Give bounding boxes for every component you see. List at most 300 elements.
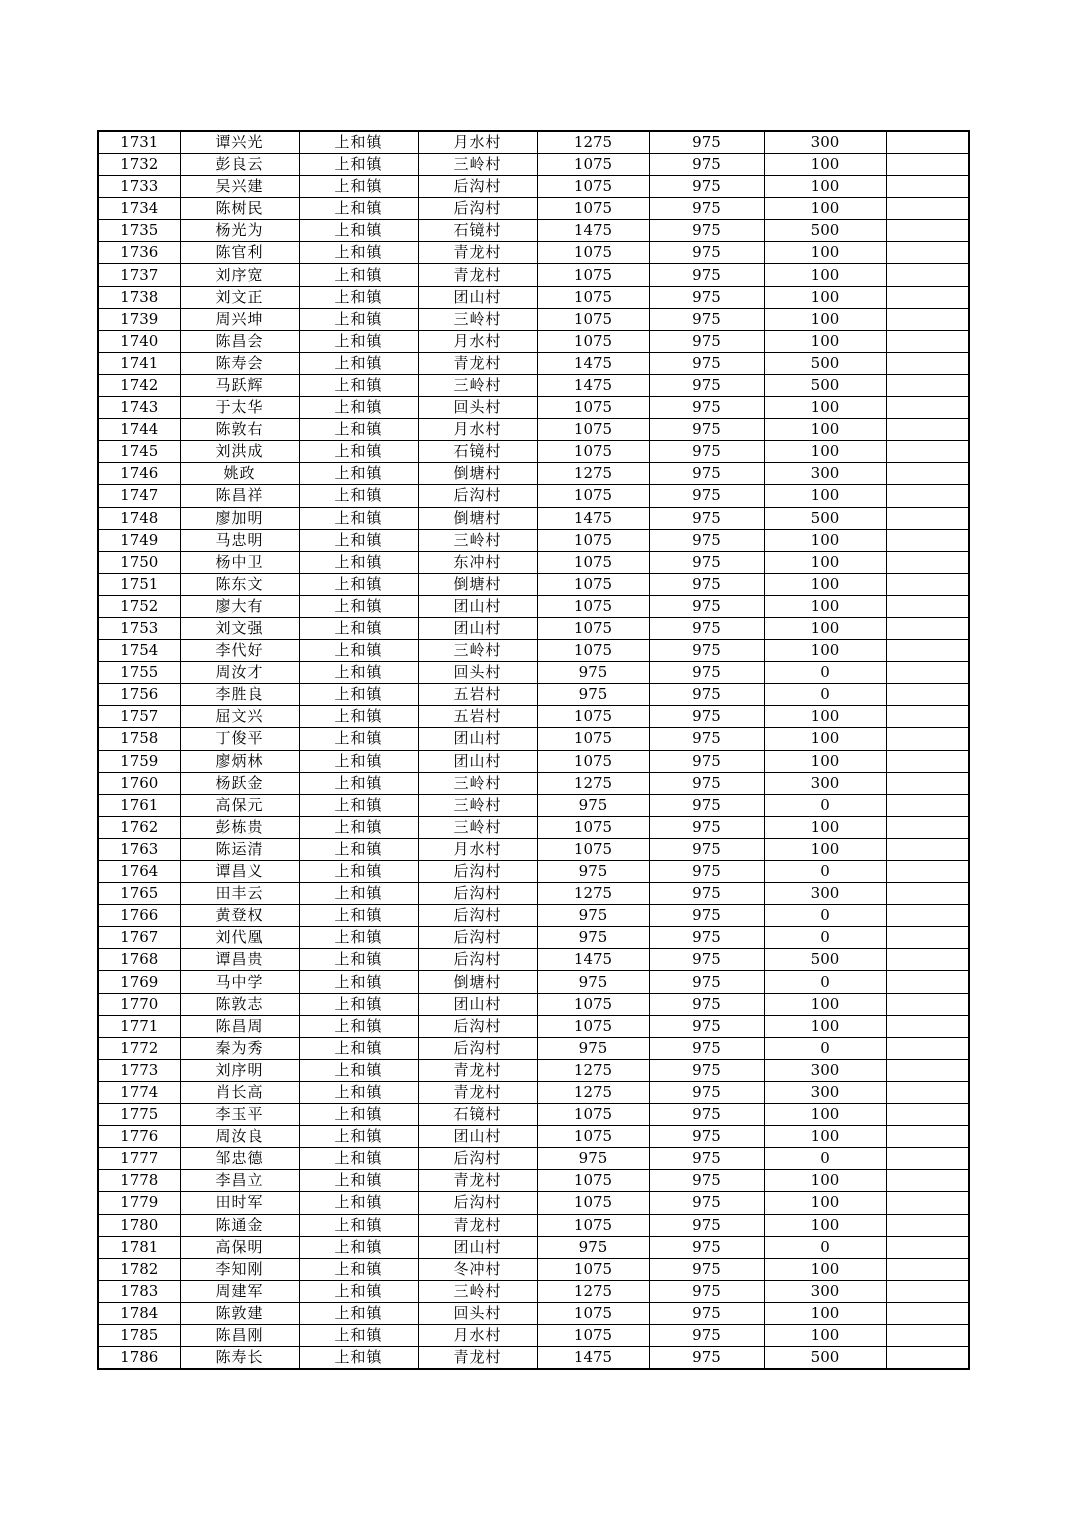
amount-total-cell: 1075 [537, 198, 649, 220]
remark-cell [886, 1214, 969, 1236]
row-number-cell: 1754 [98, 640, 180, 662]
amount-total-cell: 1075 [537, 1015, 649, 1037]
row-number-cell: 1742 [98, 374, 180, 396]
village-cell: 团山村 [418, 286, 537, 308]
village-cell: 后沟村 [418, 949, 537, 971]
amount-difference-cell: 500 [764, 949, 886, 971]
village-cell: 倒塘村 [418, 971, 537, 993]
village-cell: 青龙村 [418, 1059, 537, 1081]
person-name-cell: 陈敦建 [180, 1302, 299, 1324]
town-cell: 上和镇 [299, 1192, 418, 1214]
village-cell: 团山村 [418, 993, 537, 1015]
row-number-cell: 1735 [98, 220, 180, 242]
town-cell: 上和镇 [299, 728, 418, 750]
amount-base-cell: 975 [649, 1258, 764, 1280]
village-cell: 青龙村 [418, 242, 537, 264]
town-cell: 上和镇 [299, 529, 418, 551]
amount-difference-cell: 300 [764, 463, 886, 485]
amount-difference-cell: 300 [764, 1081, 886, 1103]
village-cell: 五岩村 [418, 684, 537, 706]
table-row [98, 1258, 969, 1280]
town-cell: 上和镇 [299, 1037, 418, 1059]
remark-cell [886, 750, 969, 772]
amount-base-cell: 975 [649, 286, 764, 308]
amount-total-cell: 975 [537, 662, 649, 684]
amount-total-cell: 1075 [537, 1302, 649, 1324]
person-name-cell: 于太华 [180, 397, 299, 419]
village-cell: 倒塘村 [418, 573, 537, 595]
town-cell: 上和镇 [299, 573, 418, 595]
town-cell: 上和镇 [299, 1081, 418, 1103]
amount-total-cell: 975 [537, 861, 649, 883]
table-row [98, 1236, 969, 1258]
amount-base-cell: 975 [649, 1037, 764, 1059]
amount-difference-cell: 500 [764, 1347, 886, 1370]
amount-total-cell: 1075 [537, 1324, 649, 1346]
amount-difference-cell: 300 [764, 1280, 886, 1302]
person-name-cell: 马跃辉 [180, 374, 299, 396]
row-number-cell: 1775 [98, 1104, 180, 1126]
amount-difference-cell: 500 [764, 507, 886, 529]
remark-cell [886, 706, 969, 728]
row-number-cell: 1757 [98, 706, 180, 728]
amount-total-cell: 1075 [537, 750, 649, 772]
person-name-cell: 马中学 [180, 971, 299, 993]
amount-base-cell: 975 [649, 1126, 764, 1148]
row-number-cell: 1776 [98, 1126, 180, 1148]
table-row [98, 330, 969, 352]
amount-base-cell: 975 [649, 1104, 764, 1126]
remark-cell [886, 1258, 969, 1280]
row-number-cell: 1767 [98, 927, 180, 949]
remark-cell [886, 1192, 969, 1214]
village-cell: 冬冲村 [418, 1258, 537, 1280]
row-number-cell: 1771 [98, 1015, 180, 1037]
person-name-cell: 刘文正 [180, 286, 299, 308]
village-cell: 青龙村 [418, 1347, 537, 1370]
table-row [98, 883, 969, 905]
amount-base-cell: 975 [649, 374, 764, 396]
town-cell: 上和镇 [299, 242, 418, 264]
row-number-cell: 1774 [98, 1081, 180, 1103]
table-row [98, 706, 969, 728]
amount-difference-cell: 100 [764, 330, 886, 352]
person-name-cell: 丁俊平 [180, 728, 299, 750]
village-cell: 回头村 [418, 397, 537, 419]
town-cell: 上和镇 [299, 794, 418, 816]
row-number-cell: 1766 [98, 905, 180, 927]
table-row [98, 1214, 969, 1236]
remark-cell [886, 308, 969, 330]
table-row [98, 1347, 969, 1370]
amount-total-cell: 1075 [537, 529, 649, 551]
town-cell: 上和镇 [299, 905, 418, 927]
person-name-cell: 姚政 [180, 463, 299, 485]
person-name-cell: 杨中卫 [180, 551, 299, 573]
town-cell: 上和镇 [299, 706, 418, 728]
town-cell: 上和镇 [299, 1214, 418, 1236]
remark-cell [886, 1280, 969, 1302]
table-row [98, 154, 969, 176]
town-cell: 上和镇 [299, 1280, 418, 1302]
amount-base-cell: 975 [649, 551, 764, 573]
village-cell: 三岭村 [418, 816, 537, 838]
amount-difference-cell: 0 [764, 662, 886, 684]
person-name-cell: 杨跃金 [180, 772, 299, 794]
amount-total-cell: 1075 [537, 728, 649, 750]
town-cell: 上和镇 [299, 883, 418, 905]
person-name-cell: 周建军 [180, 1280, 299, 1302]
amount-difference-cell: 0 [764, 1148, 886, 1170]
row-number-cell: 1737 [98, 264, 180, 286]
amount-total-cell: 1075 [537, 838, 649, 860]
table-row [98, 1324, 969, 1346]
amount-base-cell: 975 [649, 529, 764, 551]
person-name-cell: 黄登权 [180, 905, 299, 927]
table-row [98, 529, 969, 551]
amount-difference-cell: 100 [764, 728, 886, 750]
table-row [98, 1280, 969, 1302]
amount-difference-cell: 100 [764, 198, 886, 220]
village-cell: 五岩村 [418, 706, 537, 728]
table-row [98, 816, 969, 838]
amount-difference-cell: 100 [764, 242, 886, 264]
table-row [98, 861, 969, 883]
row-number-cell: 1777 [98, 1148, 180, 1170]
amount-base-cell: 975 [649, 1324, 764, 1346]
table-row [98, 1037, 969, 1059]
amount-base-cell: 975 [649, 838, 764, 860]
town-cell: 上和镇 [299, 1170, 418, 1192]
town-cell: 上和镇 [299, 816, 418, 838]
amount-difference-cell: 100 [764, 750, 886, 772]
amount-total-cell: 1475 [537, 374, 649, 396]
remark-cell [886, 286, 969, 308]
village-cell: 石镜村 [418, 441, 537, 463]
town-cell: 上和镇 [299, 640, 418, 662]
town-cell: 上和镇 [299, 971, 418, 993]
person-name-cell: 陈东文 [180, 573, 299, 595]
row-number-cell: 1781 [98, 1236, 180, 1258]
amount-total-cell: 975 [537, 1148, 649, 1170]
row-number-cell: 1772 [98, 1037, 180, 1059]
amount-base-cell: 975 [649, 1059, 764, 1081]
row-number-cell: 1780 [98, 1214, 180, 1236]
row-number-cell: 1733 [98, 176, 180, 198]
town-cell: 上和镇 [299, 131, 418, 154]
town-cell: 上和镇 [299, 374, 418, 396]
town-cell: 上和镇 [299, 993, 418, 1015]
person-name-cell: 肖长高 [180, 1081, 299, 1103]
amount-total-cell: 1075 [537, 264, 649, 286]
village-cell: 月水村 [418, 838, 537, 860]
row-number-cell: 1782 [98, 1258, 180, 1280]
person-name-cell: 谭昌贵 [180, 949, 299, 971]
person-name-cell: 高保元 [180, 794, 299, 816]
village-cell: 三岭村 [418, 154, 537, 176]
person-name-cell: 陈寿会 [180, 352, 299, 374]
amount-difference-cell: 0 [764, 1037, 886, 1059]
remark-cell [886, 772, 969, 794]
person-name-cell: 刘序宽 [180, 264, 299, 286]
amount-base-cell: 975 [649, 1170, 764, 1192]
amount-total-cell: 975 [537, 971, 649, 993]
town-cell: 上和镇 [299, 684, 418, 706]
amount-difference-cell: 100 [764, 1258, 886, 1280]
table-row [98, 1170, 969, 1192]
person-name-cell: 李胜良 [180, 684, 299, 706]
person-name-cell: 刘序明 [180, 1059, 299, 1081]
remark-cell [886, 905, 969, 927]
town-cell: 上和镇 [299, 198, 418, 220]
amount-total-cell: 1075 [537, 397, 649, 419]
amount-base-cell: 975 [649, 993, 764, 1015]
amount-total-cell: 1275 [537, 772, 649, 794]
town-cell: 上和镇 [299, 352, 418, 374]
row-number-cell: 1732 [98, 154, 180, 176]
village-cell: 团山村 [418, 750, 537, 772]
amount-base-cell: 975 [649, 1302, 764, 1324]
amount-total-cell: 1275 [537, 463, 649, 485]
table-row [98, 750, 969, 772]
remark-cell [886, 927, 969, 949]
town-cell: 上和镇 [299, 419, 418, 441]
amount-total-cell: 1075 [537, 993, 649, 1015]
town-cell: 上和镇 [299, 1302, 418, 1324]
village-cell: 团山村 [418, 595, 537, 617]
amount-total-cell: 1275 [537, 131, 649, 154]
amount-base-cell: 975 [649, 419, 764, 441]
amount-total-cell: 1075 [537, 1126, 649, 1148]
amount-base-cell: 975 [649, 463, 764, 485]
amount-base-cell: 975 [649, 883, 764, 905]
remark-cell [886, 684, 969, 706]
row-number-cell: 1744 [98, 419, 180, 441]
table-row [98, 352, 969, 374]
amount-total-cell: 1475 [537, 1347, 649, 1370]
amount-base-cell: 975 [649, 617, 764, 639]
person-name-cell: 陈通金 [180, 1214, 299, 1236]
row-number-cell: 1765 [98, 883, 180, 905]
remark-cell [886, 1081, 969, 1103]
person-name-cell: 周汝良 [180, 1126, 299, 1148]
person-name-cell: 廖大有 [180, 595, 299, 617]
amount-difference-cell: 100 [764, 419, 886, 441]
remark-cell [886, 131, 969, 154]
amount-difference-cell: 300 [764, 131, 886, 154]
amount-total-cell: 1275 [537, 1059, 649, 1081]
row-number-cell: 1755 [98, 662, 180, 684]
town-cell: 上和镇 [299, 772, 418, 794]
amount-base-cell: 975 [649, 1236, 764, 1258]
row-number-cell: 1761 [98, 794, 180, 816]
row-number-cell: 1785 [98, 1324, 180, 1346]
town-cell: 上和镇 [299, 176, 418, 198]
amount-difference-cell: 300 [764, 772, 886, 794]
amount-total-cell: 1075 [537, 485, 649, 507]
amount-base-cell: 975 [649, 684, 764, 706]
amount-difference-cell: 0 [764, 861, 886, 883]
row-number-cell: 1770 [98, 993, 180, 1015]
town-cell: 上和镇 [299, 507, 418, 529]
row-number-cell: 1759 [98, 750, 180, 772]
amount-difference-cell: 100 [764, 1214, 886, 1236]
table-row [98, 551, 969, 573]
remark-cell [886, 551, 969, 573]
village-cell: 回头村 [418, 1302, 537, 1324]
town-cell: 上和镇 [299, 220, 418, 242]
amount-base-cell: 975 [649, 728, 764, 750]
remark-cell [886, 971, 969, 993]
amount-difference-cell: 100 [764, 1104, 886, 1126]
amount-total-cell: 1475 [537, 220, 649, 242]
village-cell: 后沟村 [418, 198, 537, 220]
row-number-cell: 1786 [98, 1347, 180, 1370]
person-name-cell: 陈昌刚 [180, 1324, 299, 1346]
amount-difference-cell: 100 [764, 154, 886, 176]
row-number-cell: 1751 [98, 573, 180, 595]
row-number-cell: 1736 [98, 242, 180, 264]
amount-base-cell: 975 [649, 971, 764, 993]
remark-cell [886, 1236, 969, 1258]
amount-difference-cell: 100 [764, 1324, 886, 1346]
amount-total-cell: 1075 [537, 706, 649, 728]
amount-total-cell: 1275 [537, 1081, 649, 1103]
amount-base-cell: 975 [649, 352, 764, 374]
row-number-cell: 1750 [98, 551, 180, 573]
remark-cell [886, 154, 969, 176]
row-number-cell: 1760 [98, 772, 180, 794]
village-cell: 回头村 [418, 662, 537, 684]
row-number-cell: 1778 [98, 1170, 180, 1192]
person-name-cell: 高保明 [180, 1236, 299, 1258]
remark-cell [886, 1037, 969, 1059]
remark-cell [886, 861, 969, 883]
amount-total-cell: 1275 [537, 883, 649, 905]
table-row [98, 905, 969, 927]
village-cell: 月水村 [418, 330, 537, 352]
person-name-cell: 陈树民 [180, 198, 299, 220]
amount-total-cell: 1475 [537, 507, 649, 529]
amount-difference-cell: 100 [764, 816, 886, 838]
amount-base-cell: 975 [649, 1192, 764, 1214]
village-cell: 后沟村 [418, 927, 537, 949]
remark-cell [886, 242, 969, 264]
village-cell: 后沟村 [418, 1192, 537, 1214]
amount-base-cell: 975 [649, 507, 764, 529]
amount-difference-cell: 0 [764, 684, 886, 706]
village-cell: 三岭村 [418, 374, 537, 396]
person-name-cell: 廖炳林 [180, 750, 299, 772]
row-number-cell: 1741 [98, 352, 180, 374]
amount-total-cell: 1075 [537, 1170, 649, 1192]
town-cell: 上和镇 [299, 286, 418, 308]
town-cell: 上和镇 [299, 330, 418, 352]
table-row [98, 264, 969, 286]
amount-difference-cell: 100 [764, 1302, 886, 1324]
town-cell: 上和镇 [299, 949, 418, 971]
table-row [98, 1059, 969, 1081]
person-name-cell: 马忠明 [180, 529, 299, 551]
person-name-cell: 陈官利 [180, 242, 299, 264]
amount-base-cell: 975 [649, 949, 764, 971]
village-cell: 后沟村 [418, 905, 537, 927]
person-name-cell: 谭兴光 [180, 131, 299, 154]
table-row [98, 640, 969, 662]
person-name-cell: 陈寿长 [180, 1347, 299, 1370]
amount-base-cell: 975 [649, 485, 764, 507]
table-row [98, 286, 969, 308]
village-cell: 后沟村 [418, 861, 537, 883]
amount-difference-cell: 100 [764, 286, 886, 308]
table-row [98, 1126, 969, 1148]
row-number-cell: 1747 [98, 485, 180, 507]
town-cell: 上和镇 [299, 441, 418, 463]
person-name-cell: 杨光为 [180, 220, 299, 242]
row-number-cell: 1745 [98, 441, 180, 463]
village-cell: 三岭村 [418, 794, 537, 816]
village-cell: 青龙村 [418, 264, 537, 286]
amount-total-cell: 1075 [537, 816, 649, 838]
amount-base-cell: 975 [649, 1347, 764, 1370]
amount-difference-cell: 100 [764, 551, 886, 573]
village-cell: 三岭村 [418, 529, 537, 551]
village-cell: 月水村 [418, 419, 537, 441]
amount-base-cell: 975 [649, 1280, 764, 1302]
amount-base-cell: 975 [649, 176, 764, 198]
amount-total-cell: 1275 [537, 1280, 649, 1302]
remark-cell [886, 441, 969, 463]
amount-total-cell: 1075 [537, 1192, 649, 1214]
town-cell: 上和镇 [299, 485, 418, 507]
amount-total-cell: 1075 [537, 1104, 649, 1126]
amount-difference-cell: 300 [764, 883, 886, 905]
remark-cell [886, 1104, 969, 1126]
row-number-cell: 1784 [98, 1302, 180, 1324]
village-cell: 后沟村 [418, 485, 537, 507]
village-cell: 三岭村 [418, 772, 537, 794]
town-cell: 上和镇 [299, 1236, 418, 1258]
amount-difference-cell: 100 [764, 573, 886, 595]
amount-difference-cell: 500 [764, 220, 886, 242]
table-row [98, 1104, 969, 1126]
table-row [98, 927, 969, 949]
amount-total-cell: 1075 [537, 286, 649, 308]
amount-base-cell: 975 [649, 154, 764, 176]
town-cell: 上和镇 [299, 1104, 418, 1126]
town-cell: 上和镇 [299, 264, 418, 286]
village-cell: 团山村 [418, 728, 537, 750]
table-row [98, 617, 969, 639]
person-name-cell: 周汝才 [180, 662, 299, 684]
town-cell: 上和镇 [299, 397, 418, 419]
village-cell: 月水村 [418, 1324, 537, 1346]
person-name-cell: 刘代凰 [180, 927, 299, 949]
remark-cell [886, 397, 969, 419]
town-cell: 上和镇 [299, 1015, 418, 1037]
village-cell: 三岭村 [418, 1280, 537, 1302]
village-cell: 后沟村 [418, 1015, 537, 1037]
amount-difference-cell: 100 [764, 264, 886, 286]
village-cell: 后沟村 [418, 883, 537, 905]
amount-difference-cell: 100 [764, 706, 886, 728]
amount-total-cell: 1075 [537, 595, 649, 617]
row-number-cell: 1773 [98, 1059, 180, 1081]
amount-difference-cell: 0 [764, 927, 886, 949]
person-name-cell: 周兴坤 [180, 308, 299, 330]
row-number-cell: 1769 [98, 971, 180, 993]
village-cell: 青龙村 [418, 1081, 537, 1103]
